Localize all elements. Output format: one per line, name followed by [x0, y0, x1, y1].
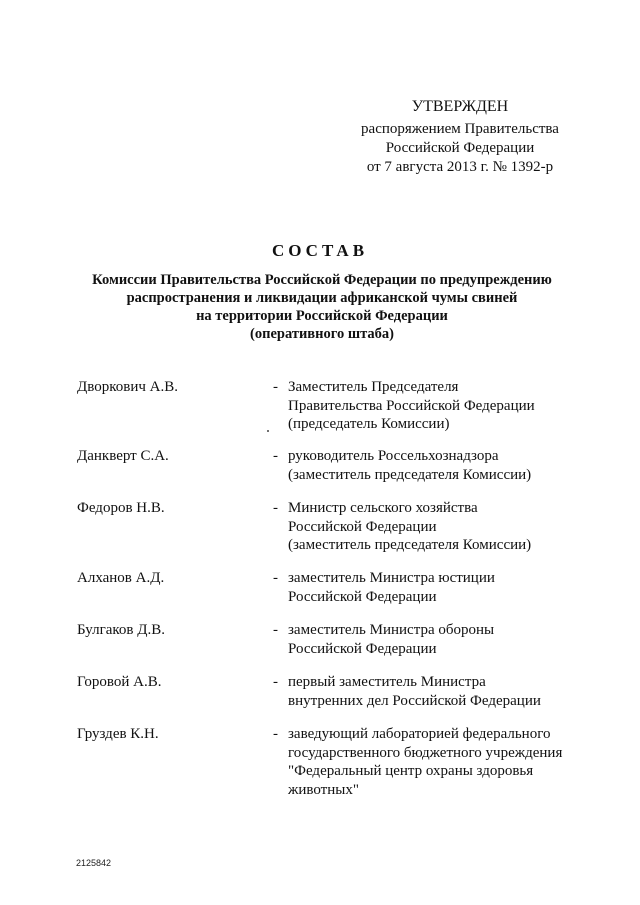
dash-separator: -	[273, 622, 278, 638]
document-subtitle	[52, 271, 592, 343]
approval-stamp	[340, 97, 580, 177]
role-line: первый заместитель Министра	[288, 674, 486, 690]
document-title: СОСТАВ	[271, 241, 369, 260]
member-role	[288, 499, 588, 555]
role-line: заведующий лабораторией федерального	[288, 726, 551, 742]
member-role	[288, 378, 588, 434]
role-line: животных"	[288, 781, 359, 798]
document-number: 2125842	[76, 858, 112, 868]
member-role	[288, 569, 588, 606]
role-line: Министр сельского хозяйства	[288, 500, 478, 516]
member-name: Данкверт С.А.	[77, 448, 169, 464]
member-role	[288, 621, 588, 658]
subtitle-line: Комиссии Правительства Российской Федерации по предупреждению	[92, 272, 552, 288]
member-name: Горовой А.В.	[77, 674, 162, 690]
dash-separator: -	[273, 674, 278, 690]
approval-heading: УТВЕРЖДЕН	[411, 98, 509, 115]
scan-speck	[267, 430, 269, 432]
role-line: государственного бюджетного учреждения	[288, 744, 563, 761]
dash-separator: -	[273, 379, 278, 395]
member-name: Груздев К.Н.	[77, 726, 159, 742]
subtitle-line: на территории Российской Федерации	[196, 308, 448, 324]
member-role	[288, 725, 588, 799]
approval-line: распоряжением Правительства	[361, 121, 559, 137]
role-line: Российской Федерации	[288, 588, 437, 605]
member-name: Федоров Н.В.	[77, 500, 165, 516]
role-line: руководитель Россельхознадзора	[288, 448, 499, 464]
role-line: "Федеральный центр охраны здоровья	[288, 763, 534, 779]
role-line: (заместитель председателя Комиссии)	[288, 537, 532, 553]
subtitle-line: распространения и ликвидации африканской чумы свиней	[126, 290, 518, 306]
role-line: Заместитель Председателя	[288, 379, 459, 395]
member-name: Дворкович А.В.	[77, 379, 178, 395]
dash-separator: -	[273, 570, 278, 586]
role-line: Российской Федерации	[288, 518, 437, 535]
dash-separator: -	[273, 500, 278, 516]
role-line: заместитель Министра обороны	[288, 622, 495, 638]
role-line: Российской Федерации	[288, 640, 437, 657]
member-role	[288, 447, 588, 484]
role-line: заместитель Министра юстиции	[288, 570, 495, 586]
subtitle-line: (оперативного штаба)	[250, 326, 394, 342]
role-line: внутренних дел Российской Федерации	[288, 692, 541, 709]
member-name: Булгаков Д.В.	[77, 622, 165, 638]
dash-separator: -	[273, 448, 278, 464]
role-line: (заместитель председателя Комиссии)	[288, 466, 532, 483]
role-line: (председатель Комиссии)	[288, 416, 450, 432]
role-line: Правительства Российской Федерации	[288, 397, 535, 414]
approval-line: Российской Федерации	[385, 140, 535, 156]
dash-separator: -	[273, 726, 278, 742]
member-role	[288, 673, 588, 710]
approval-line: от 7 августа 2013 г. № 1392-р	[366, 159, 554, 175]
member-name: Алханов А.Д.	[77, 570, 165, 586]
